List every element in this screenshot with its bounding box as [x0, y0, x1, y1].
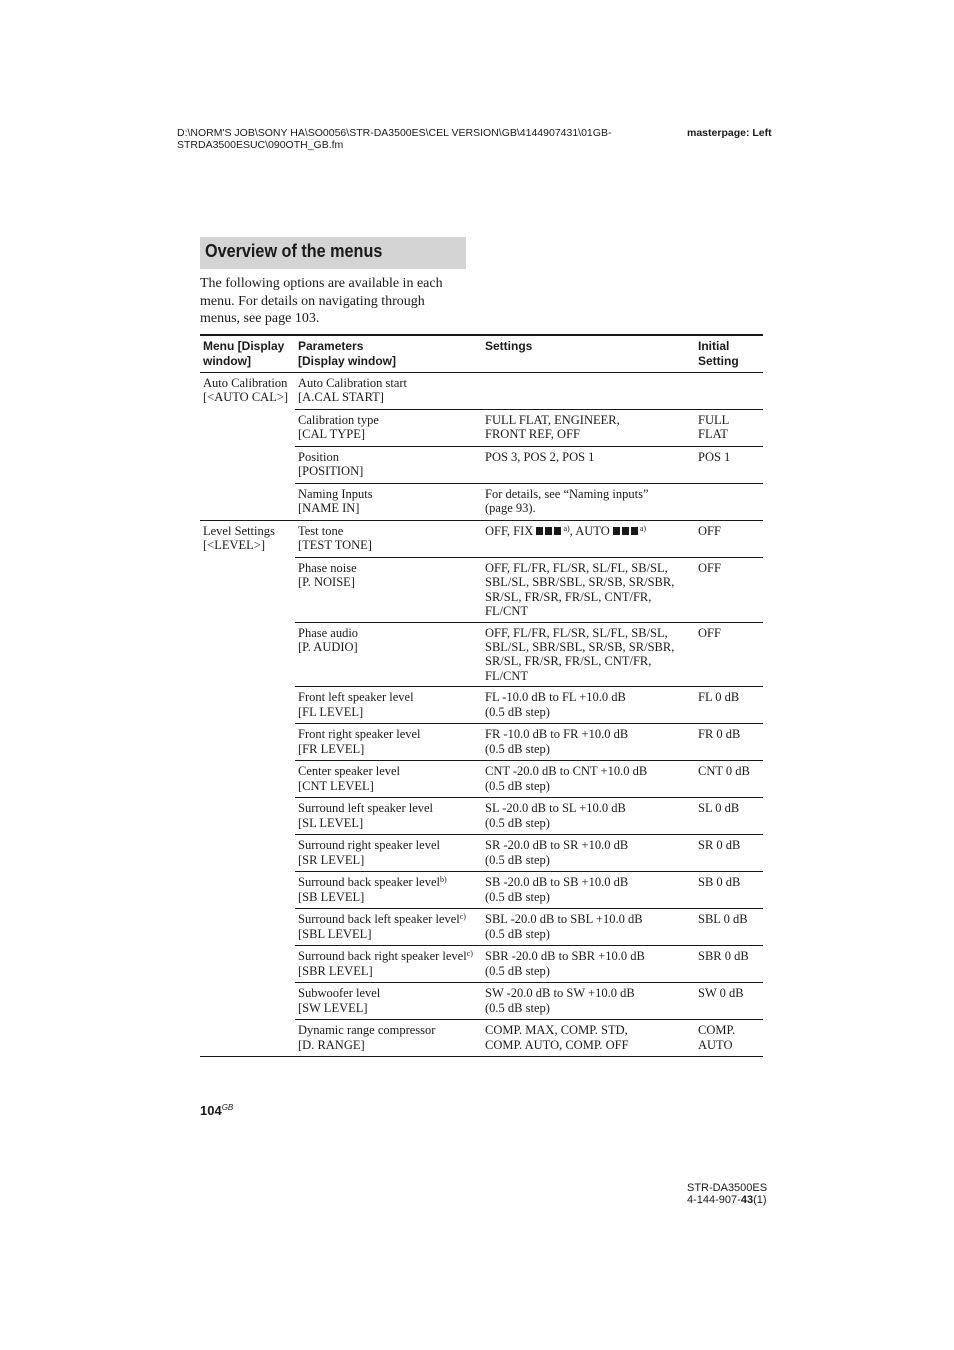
initial-setting-cell: [695, 724, 763, 761]
initial-setting-line: FLAT: [698, 427, 728, 442]
table-row: [200, 983, 763, 1020]
parameter-cell: [295, 622, 482, 687]
header-menu-line: window]: [203, 353, 251, 368]
initial-setting-cell: [695, 521, 763, 558]
footnote-mark: b): [439, 875, 447, 885]
settings-line: OFF, FL/FR, FL/SR, SL/FL, SB/SL,: [485, 561, 668, 575]
settings-line: FRONT REF, OFF: [485, 427, 580, 442]
parameter-cell: [295, 1020, 482, 1057]
footer-model: STR-DA3500ES: [687, 1182, 768, 1194]
initial-setting-cell: [695, 622, 763, 687]
parameter-line: [SL LEVEL]: [298, 815, 364, 830]
initial-setting-line: SR 0 dB: [698, 838, 741, 853]
settings-line: OFF, FL/FR, FL/SR, SL/FL, SB/SL,: [485, 625, 668, 640]
parameter-line: [SB LEVEL]: [298, 889, 365, 904]
parameter-cell: [295, 558, 482, 623]
parameter-cell: [295, 761, 482, 798]
menus-table: [200, 334, 763, 1057]
parameter-cell: [295, 835, 482, 872]
settings-line: (0.5 dB step): [485, 963, 550, 978]
menu-cell: [200, 622, 295, 687]
settings-cell: [482, 761, 695, 798]
parameter-line: [FR LEVEL]: [298, 741, 365, 756]
menu-cell: [200, 1020, 295, 1057]
table-row: [200, 1020, 763, 1057]
header-settings: Settings: [482, 335, 695, 373]
table-row: [200, 687, 763, 724]
settings-cell: [482, 798, 695, 835]
parameter-line: Calibration type: [298, 413, 379, 427]
table-row: [200, 909, 763, 946]
header-parameters-line: Parameters: [298, 339, 364, 353]
page-number-value: 104: [200, 1103, 222, 1118]
initial-setting-line: COMP.: [698, 1023, 736, 1038]
initial-setting-line: FL 0 dB: [698, 690, 740, 705]
menu-cell: [200, 909, 295, 946]
menu-cell: [200, 761, 295, 798]
settings-cell: [482, 946, 695, 983]
initial-setting-cell: [695, 798, 763, 835]
parameter-line: Surround back right speaker level: [298, 949, 467, 964]
initial-setting-cell: [695, 761, 763, 798]
settings-cell: [482, 724, 695, 761]
initial-setting-cell: [695, 447, 763, 484]
initial-setting-line: FR 0 dB: [698, 727, 741, 742]
menu-name-line: Level Settings: [203, 524, 275, 538]
menu-cell: [200, 373, 295, 410]
settings-cell: [482, 872, 695, 909]
footnote-mark: a): [563, 524, 570, 533]
header-initial: [695, 335, 763, 373]
parameter-cell: [295, 724, 482, 761]
settings-line: SW -20.0 dB to SW +10.0 dB: [485, 986, 635, 1001]
settings-line: (0.5 dB step): [485, 852, 550, 867]
table-row: [200, 373, 763, 410]
footnote-mark: c): [466, 949, 473, 959]
menu-name-line: Auto Calibration: [203, 376, 288, 390]
square-glyph: [554, 527, 561, 535]
table-row: [200, 835, 763, 872]
parameter-cell: [295, 909, 482, 946]
initial-setting-line: AUTO: [698, 1037, 733, 1052]
parameter-line: [NAME IN]: [298, 501, 360, 516]
initial-setting-line: SW 0 dB: [698, 986, 744, 1001]
square-glyph: [613, 527, 620, 535]
settings-cell: [482, 835, 695, 872]
menu-cell: [200, 484, 295, 521]
settings-line: (0.5 dB step): [485, 741, 550, 756]
parameter-cell: [295, 687, 482, 724]
parameter-line: [FL LEVEL]: [298, 704, 364, 719]
header-initial-line: Setting: [698, 353, 739, 368]
table-row: [200, 724, 763, 761]
settings-line: COMP. MAX, COMP. STD,: [485, 1023, 628, 1038]
initial-setting-line: SB 0 dB: [698, 875, 741, 890]
initial-setting-cell: [695, 410, 763, 447]
settings-cell: [482, 909, 695, 946]
footer-model-code: [687, 1182, 767, 1206]
parameter-line: Front left speaker level: [298, 690, 414, 705]
table-row: [200, 798, 763, 835]
intro-line: menus, see page 103.: [200, 311, 320, 327]
table-row: [200, 946, 763, 983]
settings-cell: [482, 622, 695, 687]
header-initial-line: Initial: [698, 339, 730, 353]
initial-setting-cell: [695, 373, 763, 410]
parameter-line: [P. AUDIO]: [298, 640, 358, 655]
settings-line: SR -20.0 dB to SR +10.0 dB: [485, 838, 629, 853]
initial-setting-cell: [695, 484, 763, 521]
test-tone-auto-label: , AUTO: [569, 524, 613, 538]
file-path-header: [177, 127, 657, 151]
settings-line: (0.5 dB step): [485, 704, 550, 719]
page-number: [200, 1103, 233, 1118]
settings-line: POS 3, POS 2, POS 1: [485, 450, 595, 464]
square-glyph: [545, 527, 552, 535]
section-title: [200, 237, 466, 269]
menu-cell: [200, 558, 295, 623]
parameter-cell: [295, 410, 482, 447]
settings-cell: [482, 373, 695, 410]
parameter-line: [P. NOISE]: [298, 575, 355, 590]
parameter-cell: [295, 521, 482, 558]
section-title-text: Overview of the menus: [205, 241, 383, 261]
page-number-suffix: GB: [221, 1103, 234, 1112]
initial-setting-cell: [695, 946, 763, 983]
header-menu: [200, 335, 295, 373]
square-glyph: [631, 527, 638, 535]
initial-setting-line: SL 0 dB: [698, 801, 740, 816]
table-row: [200, 521, 763, 558]
parameter-line: Subwoofer level: [298, 986, 381, 1001]
menu-cell: [200, 835, 295, 872]
file-path-line-2: STRDA3500ESUC\090OTH_GB.fm: [177, 139, 344, 151]
initial-setting-line: SBL 0 dB: [698, 912, 748, 927]
parameter-line: [A.CAL START]: [298, 390, 384, 405]
settings-line: SR/SL, FR/SR, FR/SL, CNT/FR,: [485, 654, 652, 669]
intro-line: menu. For details on navigating through: [200, 293, 425, 309]
menu-name-line: [<AUTO CAL>]: [203, 390, 289, 405]
masterpage-label: masterpage: Left: [687, 127, 772, 139]
initial-setting-cell: [695, 558, 763, 623]
initial-setting-cell: [695, 835, 763, 872]
settings-line: FR -10.0 dB to FR +10.0 dB: [485, 727, 629, 742]
table-row: [200, 622, 763, 687]
settings-line: (0.5 dB step): [485, 1000, 550, 1015]
settings-line: SBL/SL, SBR/SBL, SR/SB, SR/SBR,: [485, 640, 675, 655]
settings-line: FL/CNT: [485, 668, 529, 683]
settings-cell: [482, 521, 695, 558]
footnote-mark: a): [639, 524, 647, 533]
header-menu-line: Menu [Display: [203, 339, 285, 353]
parameter-cell: [295, 484, 482, 521]
initial-setting-line: CNT 0 dB: [698, 764, 750, 779]
parameter-line: [CNT LEVEL]: [298, 778, 374, 793]
parameter-line: Dynamic range compressor: [298, 1023, 436, 1038]
header-parameters-line: [Display window]: [298, 353, 397, 368]
parameter-line: [SBL LEVEL]: [298, 926, 372, 941]
menu-cell: [200, 798, 295, 835]
initial-setting-cell: [695, 983, 763, 1020]
settings-cell: [482, 447, 695, 484]
settings-line: SBL -20.0 dB to SBL +10.0 dB: [485, 912, 643, 927]
settings-cell: [482, 687, 695, 724]
settings-line: FL -10.0 dB to FL +10.0 dB: [485, 690, 626, 705]
parameter-line: [POSITION]: [298, 464, 364, 479]
menu-cell: [200, 724, 295, 761]
intro-paragraph: [200, 275, 462, 328]
test-tone-fix-label: OFF, FIX: [485, 524, 537, 538]
parameter-line: Naming Inputs: [298, 487, 373, 501]
settings-cell: [482, 410, 695, 447]
settings-line: SBR -20.0 dB to SBR +10.0 dB: [485, 949, 645, 964]
settings-line: FULL FLAT, ENGINEER,: [485, 413, 620, 427]
initial-setting-line: OFF: [698, 625, 721, 640]
parameter-line: Phase noise: [298, 561, 357, 575]
initial-setting-cell: [695, 1020, 763, 1057]
file-path-line-1: D:\NORM'S JOB\SONY HA\SO0056\STR-DA3500ES\CEL VERSION\GB\4144907431\01GB-: [177, 127, 612, 139]
footer-code-bold: 43: [740, 1194, 754, 1206]
parameter-line: [SW LEVEL]: [298, 1000, 368, 1015]
menu-cell: [200, 521, 295, 558]
parameter-cell: [295, 946, 482, 983]
table-row: [200, 558, 763, 623]
parameter-line: Phase audio: [298, 625, 359, 640]
parameter-line: Surround back left speaker level: [298, 912, 460, 927]
settings-line: (0.5 dB step): [485, 778, 550, 793]
initial-setting-cell: [695, 872, 763, 909]
footnote-mark: c): [459, 912, 466, 922]
square-glyph: [536, 527, 543, 535]
parameter-cell: [295, 872, 482, 909]
footer-code-prefix: 4-144-907-: [687, 1194, 741, 1206]
settings-line: (0.5 dB step): [485, 815, 550, 830]
settings-line: (0.5 dB step): [485, 889, 550, 904]
menu-cell: [200, 687, 295, 724]
settings-line: CNT -20.0 dB to CNT +10.0 dB: [485, 764, 648, 779]
settings-line: SR/SL, FR/SR, FR/SL, CNT/FR,: [485, 589, 652, 604]
settings-cell: [482, 558, 695, 623]
settings-cell: [482, 1020, 695, 1057]
intro-line: The following options are available in each: [200, 276, 443, 291]
table-row: [200, 761, 763, 798]
parameter-line: Surround right speaker level: [298, 838, 440, 853]
parameter-line: [SBR LEVEL]: [298, 963, 373, 978]
parameter-line: [SR LEVEL]: [298, 852, 365, 867]
parameter-cell: [295, 983, 482, 1020]
parameter-line: Position: [298, 450, 339, 464]
menu-cell: [200, 447, 295, 484]
parameter-line: Surround back speaker level: [298, 875, 440, 890]
parameter-line: Auto Calibration start: [298, 376, 408, 390]
table-row: [200, 872, 763, 909]
initial-setting-cell: [695, 909, 763, 946]
initial-setting-line: OFF: [698, 524, 721, 538]
settings-line: (page 93).: [485, 501, 536, 516]
menu-name-line: [<LEVEL>]: [203, 538, 265, 553]
parameter-line: [TEST TONE]: [298, 538, 372, 553]
header-parameters: [295, 335, 482, 373]
parameter-line: Front right speaker level: [298, 727, 421, 742]
parameter-line: Test tone: [298, 524, 344, 538]
parameter-cell: [295, 798, 482, 835]
settings-line: SBL/SL, SBR/SBL, SR/SB, SR/SBR,: [485, 575, 675, 590]
settings-cell: [482, 983, 695, 1020]
initial-setting-cell: [695, 687, 763, 724]
parameter-cell: [295, 447, 482, 484]
table-row: [200, 410, 763, 447]
footer-code: [687, 1194, 767, 1206]
table-row: [200, 484, 763, 521]
settings-line: SL -20.0 dB to SL +10.0 dB: [485, 801, 626, 816]
initial-setting-line: OFF: [698, 561, 721, 575]
table-header-row: [200, 335, 763, 373]
settings-line: FL/CNT: [485, 604, 529, 619]
table-row: [200, 447, 763, 484]
parameter-line: [D. RANGE]: [298, 1037, 365, 1052]
initial-setting-line: FULL: [698, 413, 730, 427]
parameter-line: [CAL TYPE]: [298, 427, 366, 442]
settings-line: For details, see “Naming inputs”: [485, 487, 649, 501]
settings-cell: [482, 484, 695, 521]
settings-line: COMP. AUTO, COMP. OFF: [485, 1037, 629, 1052]
menu-cell: [200, 872, 295, 909]
square-glyph: [622, 527, 629, 535]
initial-setting-line: SBR 0 dB: [698, 949, 749, 964]
test-tone-settings: [485, 524, 692, 538]
menu-cell: [200, 983, 295, 1020]
menu-cell: [200, 410, 295, 447]
settings-line: SB -20.0 dB to SB +10.0 dB: [485, 875, 629, 890]
menu-cell: [200, 946, 295, 983]
parameter-cell: [295, 373, 482, 410]
parameter-line: Center speaker level: [298, 764, 401, 779]
settings-line: (0.5 dB step): [485, 926, 550, 941]
initial-setting-line: POS 1: [698, 450, 731, 464]
footer-code-suffix: (1): [753, 1194, 767, 1206]
parameter-line: Surround left speaker level: [298, 801, 434, 816]
